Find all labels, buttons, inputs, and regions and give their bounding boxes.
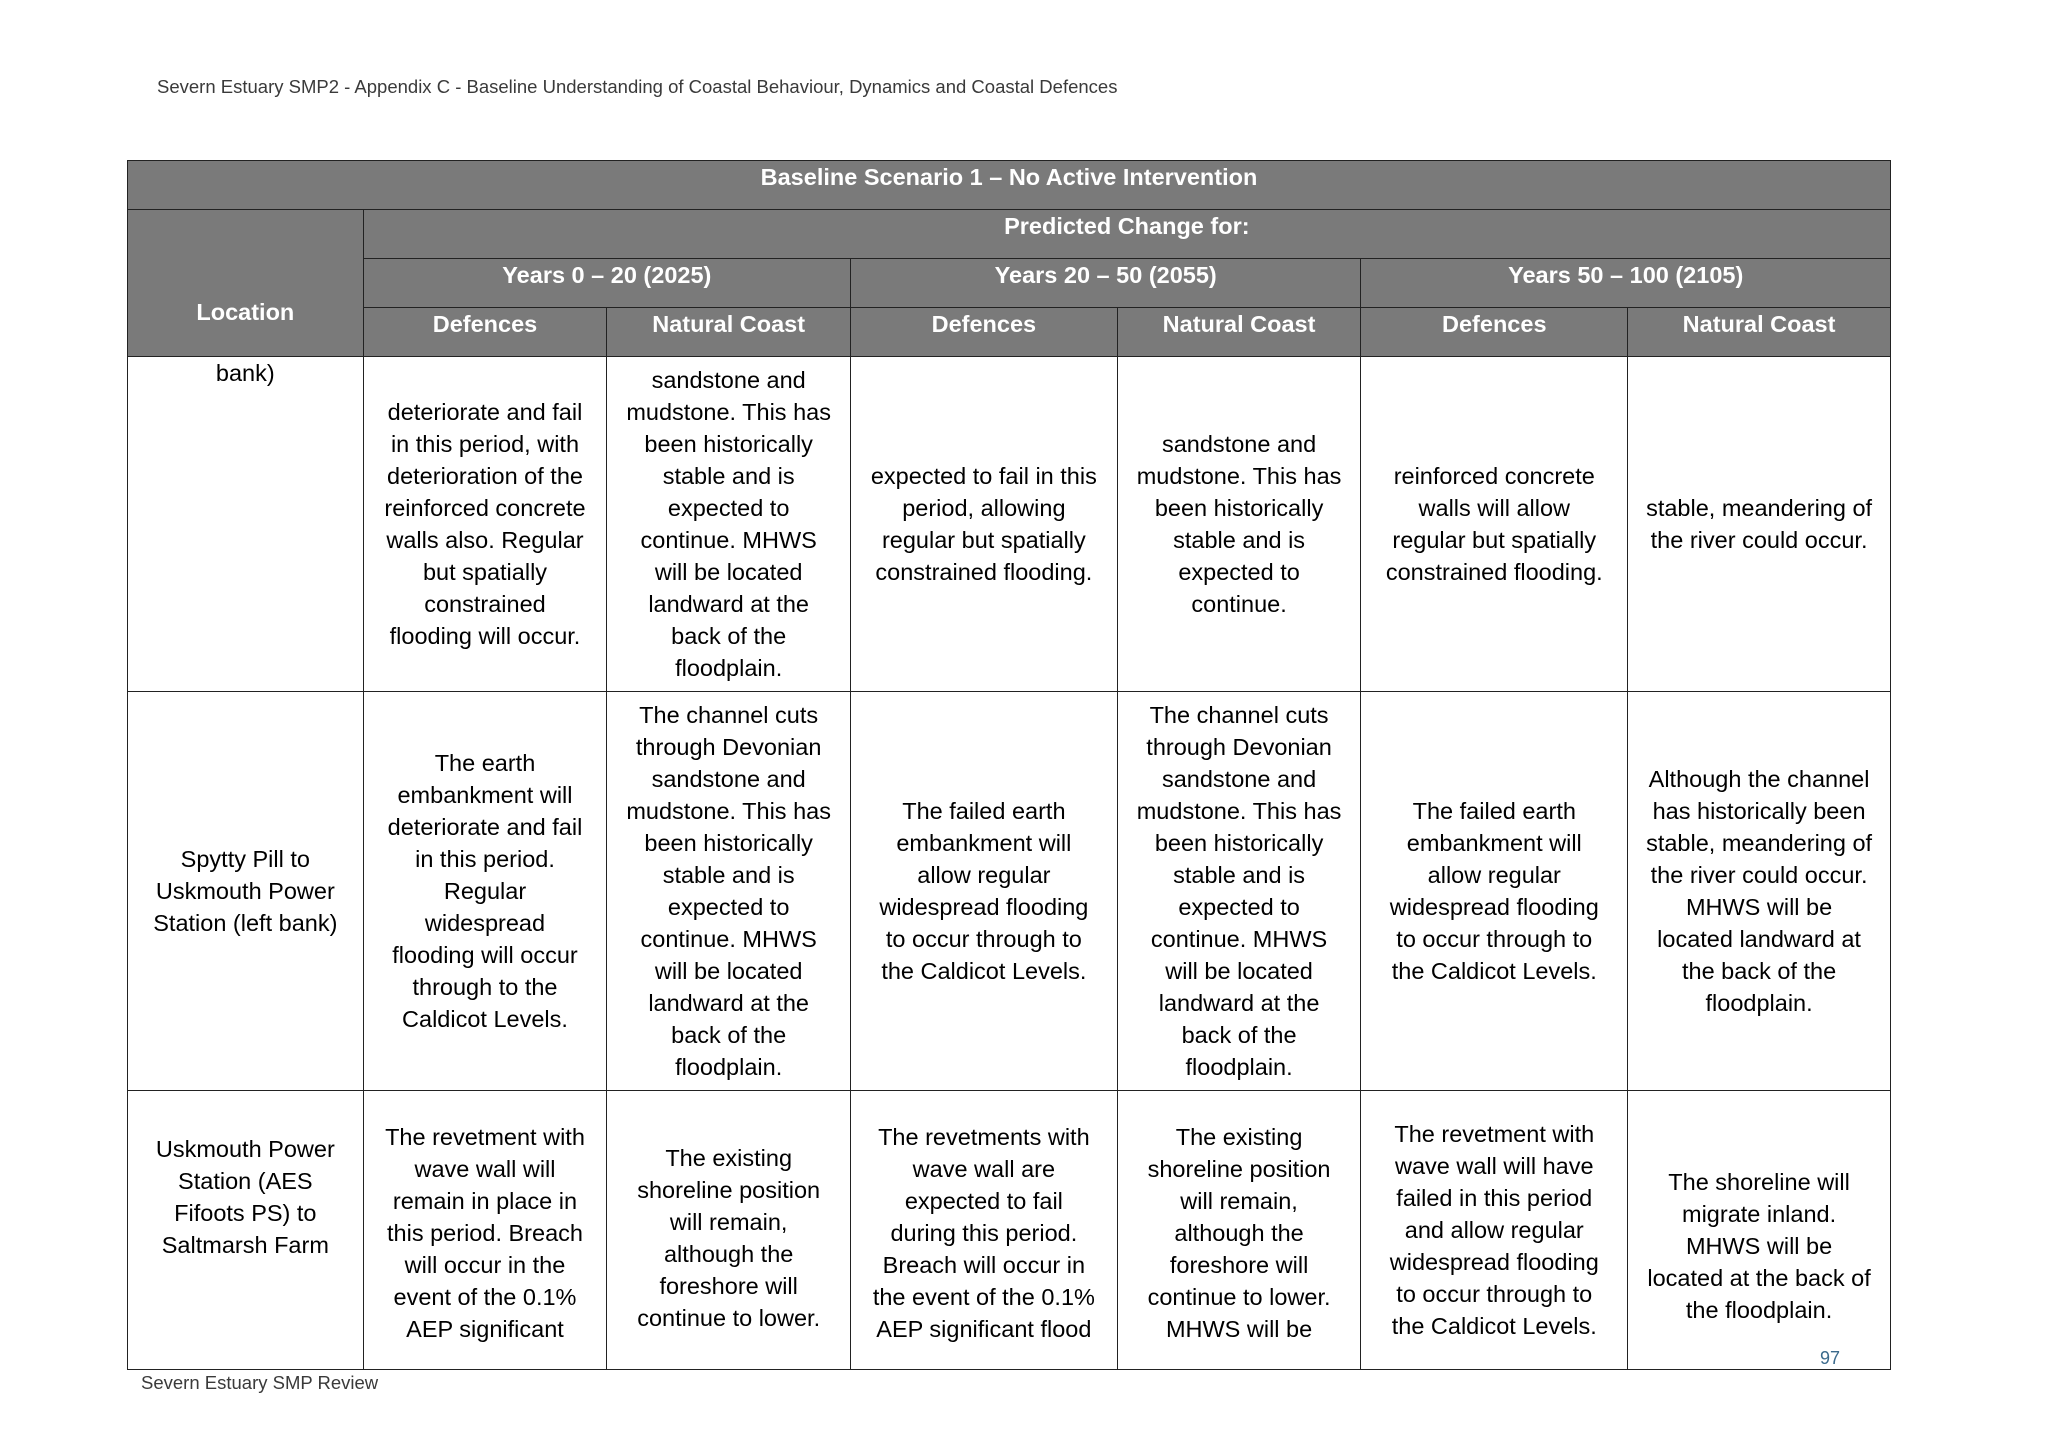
table-cell: The revetment with wave wall will remain in place in this period. Breach will occur in the event of the 0.1% AEP significant (363, 1091, 607, 1370)
table-cell: The existing shoreline position will remain, although the foreshore will continue to lower. (607, 1091, 851, 1370)
epoch-header-50-100: Years 50 – 100 (2105) (1361, 259, 1891, 308)
table-cell: The failed earth embankment will allow regular widespread flooding to occur through to the Caldicot Levels. (851, 692, 1118, 1091)
table-cell: sandstone and mudstone. This has been historically stable and is expected to continue. (1117, 357, 1361, 692)
table-cell: The shoreline will migrate inland. MHWS will be located at the back of the floodplain. (1628, 1091, 1891, 1370)
table-row (128, 692, 1891, 1091)
subheader-defences: Defences (1361, 308, 1628, 357)
location-header: Location (128, 210, 364, 357)
subheader-natural-coast: Natural Coast (1117, 308, 1361, 357)
page-number: 97 (1820, 1348, 1841, 1368)
table-cell: stable, meandering of the river could occur. (1628, 357, 1891, 692)
running-footer: Severn Estuary SMP Review (141, 1372, 379, 1393)
location-cell: Uskmouth Power Station (AES Fifoots PS) to Saltmarsh Farm (128, 1091, 364, 1370)
table-row (128, 1091, 1891, 1370)
epoch-header-0-20: Years 0 – 20 (2025) (363, 259, 850, 308)
table-cell: sandstone and mudstone. This has been historically stable and is expected to continue. MHWS will be located landward at the back of the floodplain. (607, 357, 851, 692)
subheader-defences: Defences (363, 308, 607, 357)
table-row (128, 357, 1891, 692)
subheader-natural-coast: Natural Coast (607, 308, 851, 357)
table-cell: The revetment with wave wall will have failed in this period and allow regular widespread flooding to occur through to the Caldicot Levels. (1361, 1091, 1628, 1370)
epoch-header-20-50: Years 20 – 50 (2055) (851, 259, 1361, 308)
table-cell: reinforced concrete walls will allow regular but spatially constrained flooding. (1361, 357, 1628, 692)
subheader-natural-coast: Natural Coast (1628, 308, 1891, 357)
table-cell: expected to fail in this period, allowing regular but spatially constrained flooding. (851, 357, 1118, 692)
table-cell: The channel cuts through Devonian sandstone and mudstone. This has been historically stable and is expected to continue. MHWS will be located landward at the back of the floodplain. (1117, 692, 1361, 1091)
baseline-scenario-table (127, 160, 1891, 1370)
table-cell: The existing shoreline position will remain, although the foreshore will continue to lower. MHWS will be (1117, 1091, 1361, 1370)
running-header: Severn Estuary SMP2 - Appendix C - Baseline Understanding of Coastal Behaviour, Dynamics and Coastal Defences (157, 76, 1118, 97)
table-cell: The failed earth embankment will allow regular widespread flooding to occur through to the Caldicot Levels. (1361, 692, 1628, 1091)
table-cell: deteriorate and fail in this period, with deterioration of the reinforced concrete walls also. Regular but spatially constrained flooding will occur. (363, 357, 607, 692)
scenario-title: Baseline Scenario 1 – No Active Intervention (128, 161, 1891, 210)
location-cell: Spytty Pill to Uskmouth Power Station (left bank) (128, 692, 364, 1091)
table-cell: The channel cuts through Devonian sandstone and mudstone. This has been historically stable and is expected to continue. MHWS will be located landward at the back of the floodplain. (607, 692, 851, 1091)
location-cell: bank) (128, 357, 364, 692)
subheader-defences: Defences (851, 308, 1118, 357)
table-cell: The revetments with wave wall are expected to fail during this period. Breach will occur in the event of the 0.1% AEP significant flood (851, 1091, 1118, 1370)
table-cell: Although the channel has historically been stable, meandering of the river could occur. MHWS will be located landward at the back of the floodplain. (1628, 692, 1891, 1091)
table-cell: The earth embankment will deteriorate and fail in this period. Regular widespread flooding will occur through to the Caldicot Levels. (363, 692, 607, 1091)
predicted-change-header: Predicted Change for: (363, 210, 1890, 259)
